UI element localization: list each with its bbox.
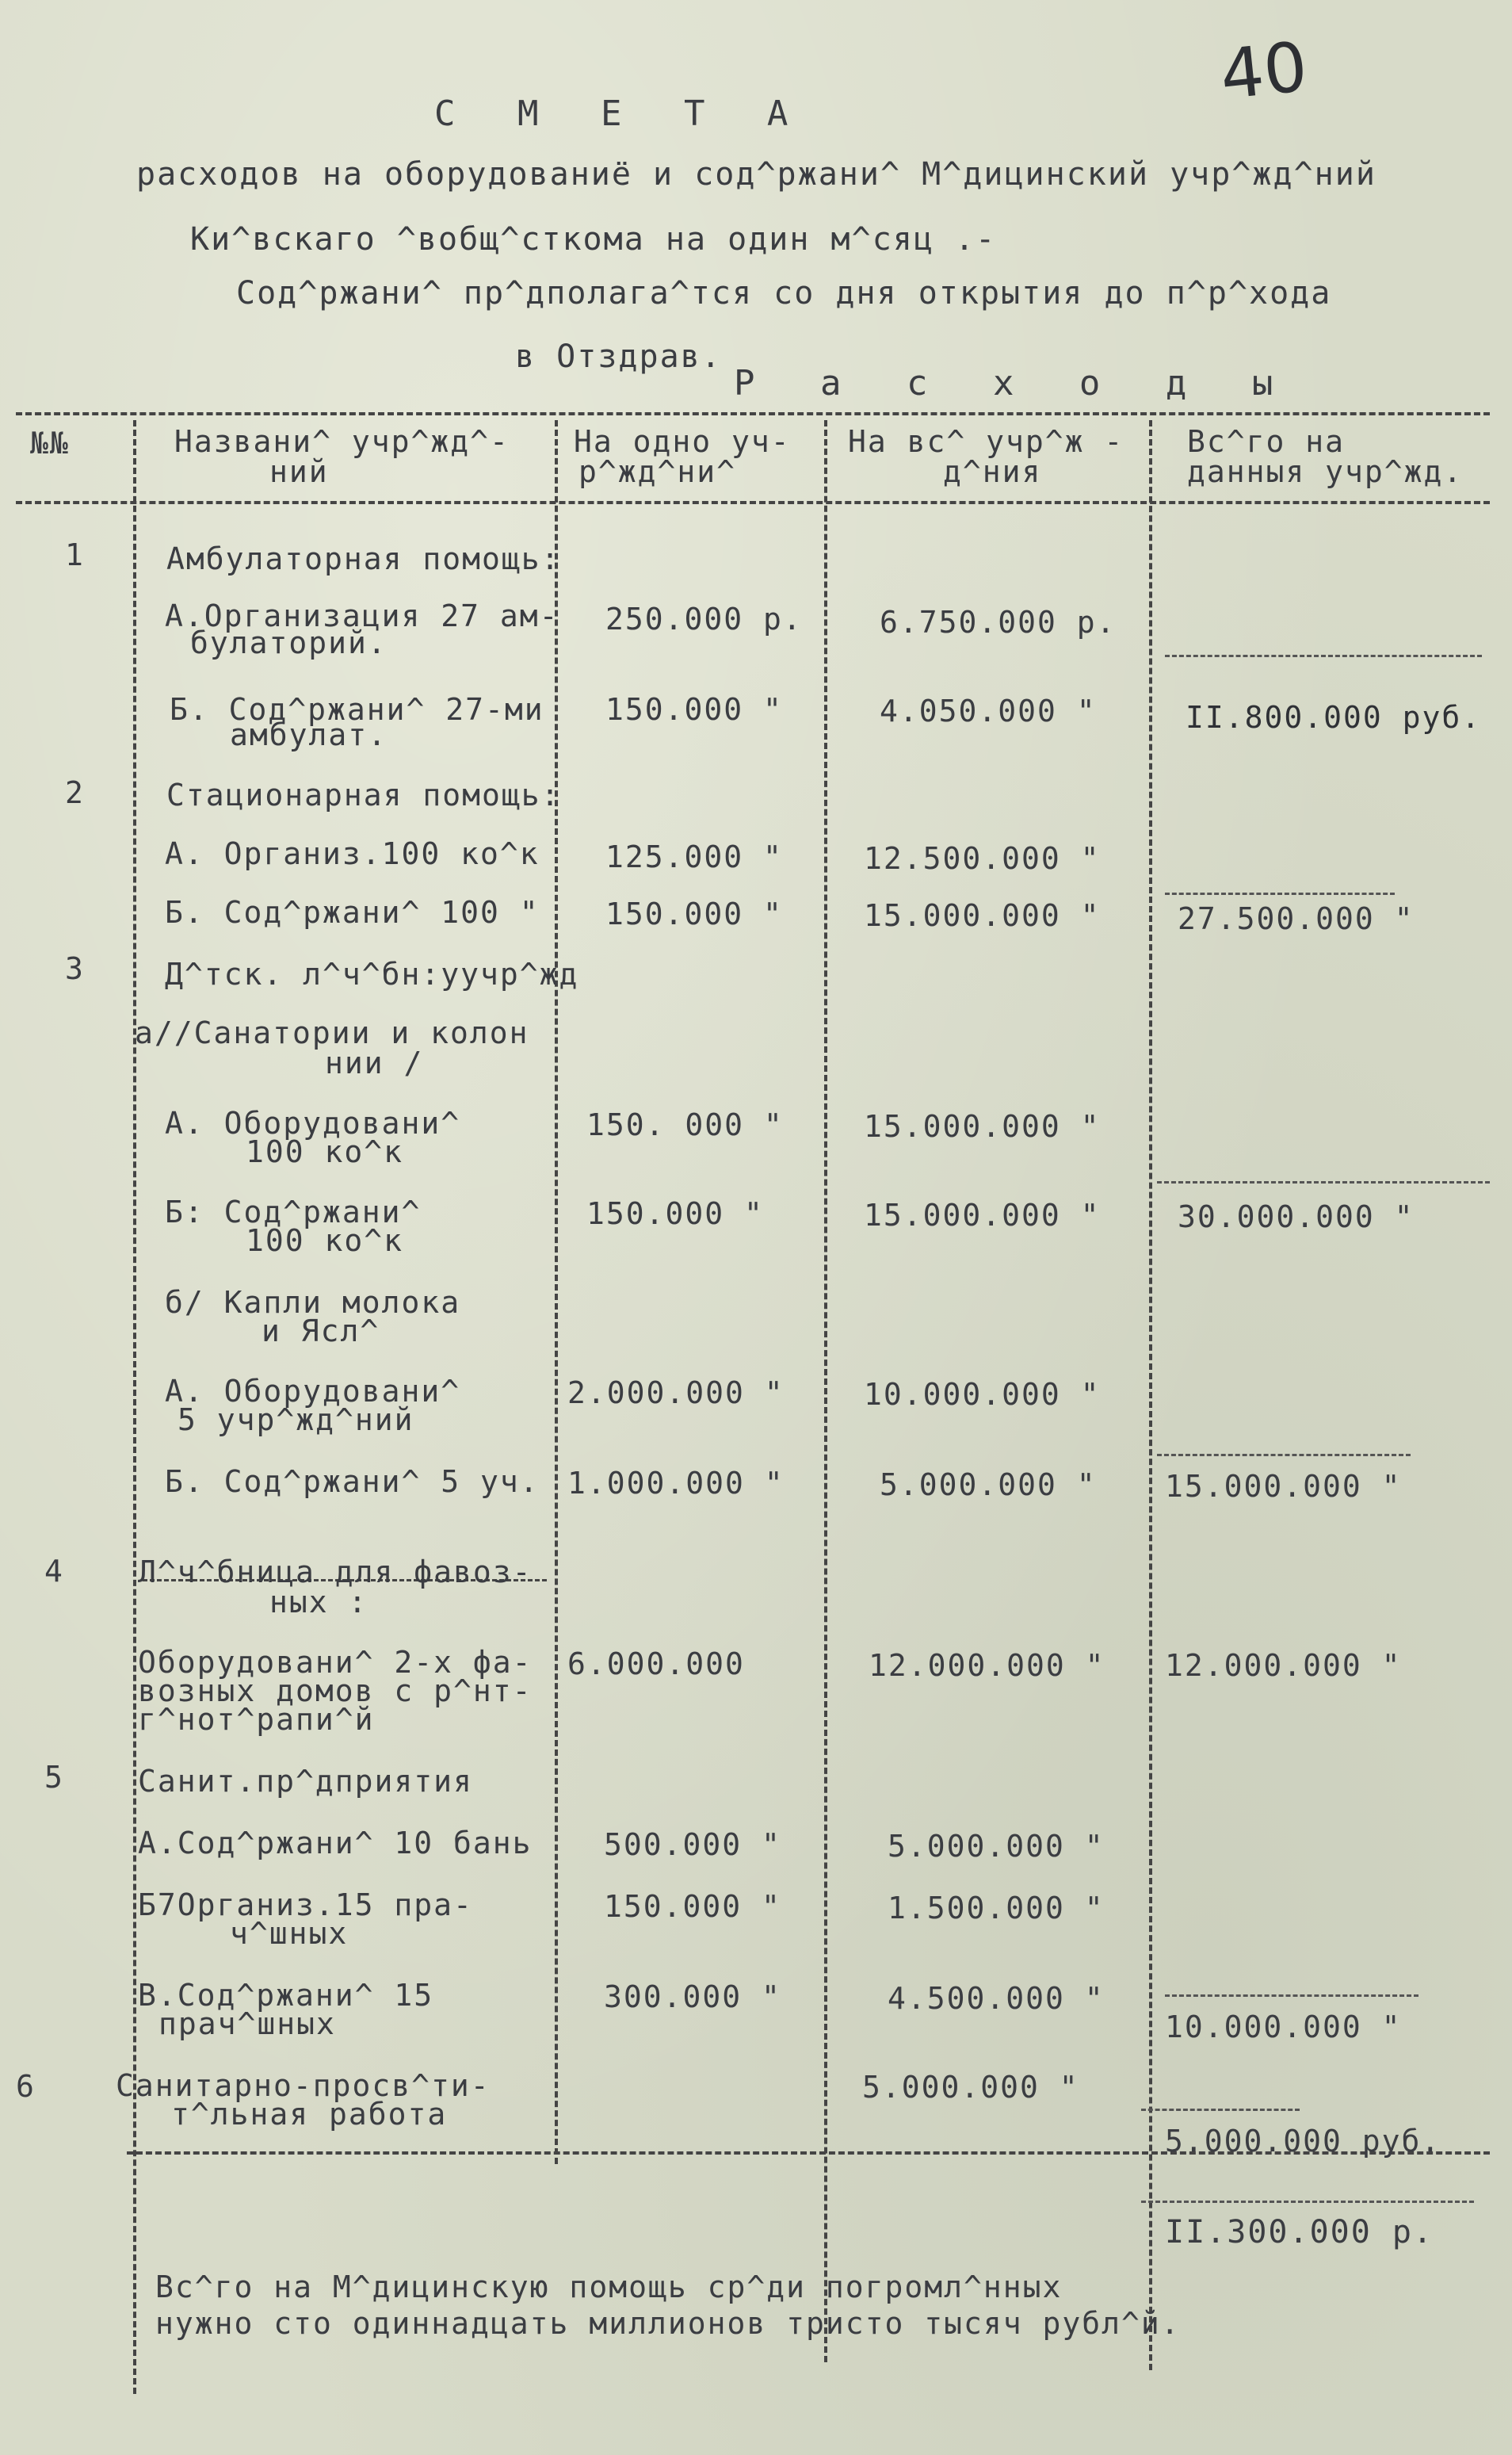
grand-total: II.300.000 р. — [1165, 2214, 1434, 2250]
row-all: 5.000.000 " — [880, 1467, 1097, 1502]
table-header-rule — [16, 501, 1490, 504]
row-name: возных домов с р^нт- — [138, 1673, 533, 1708]
row-name: Санитарно-просв^ти- — [116, 2068, 491, 2103]
row-all: 6.750.000 р. — [880, 605, 1117, 640]
row-per-one: 500.000 " — [604, 1827, 781, 1862]
row-per-one: 6.000.000 — [567, 1646, 745, 1681]
row-per-one: 150.000 " — [604, 1889, 781, 1924]
row-per-one: 150.000 " — [586, 1196, 764, 1231]
col-header-all-2: д^ния — [943, 454, 1042, 489]
column-rule-3 — [824, 420, 827, 2362]
row-name: 5 учр^жд^ний — [178, 1402, 414, 1437]
row-name: б/ Капли молока — [165, 1285, 461, 1320]
row-name: А. Оборудовани^ — [165, 1374, 461, 1409]
subtotal-rule-3 — [1157, 1181, 1490, 1184]
row-name: А. Организ.100 ко^к — [165, 836, 540, 871]
subtotal-rule-6 — [1141, 2109, 1300, 2111]
row-all: 5.000.000 " — [862, 2070, 1079, 2105]
row-per-one: 300.000 " — [604, 1979, 781, 2014]
row-name: т^льная работа — [171, 2097, 448, 2132]
header-line-1: расходов на оборудованиё и сод^ржани^ М^дицинский учр^жд^ний — [136, 156, 1376, 193]
row-number: 6 — [16, 2069, 34, 2104]
row-all: 5.000.000 " — [888, 1829, 1105, 1864]
row-per-one: 1.000.000 " — [567, 1466, 785, 1501]
row-name: А.Сод^ржани^ 10 бань — [138, 1826, 533, 1860]
col-header-per-one-2: р^жд^ни^ — [578, 454, 737, 489]
row-total: 27.500.000 " — [1178, 901, 1415, 936]
row-name: Б. Сод^ржани^ 5 уч. — [165, 1464, 540, 1499]
row-name: Б. Сод^ржани^ 27-ми — [170, 692, 544, 727]
row-name: ных : — [269, 1585, 368, 1619]
row-name: Б7Организ.15 пра- — [138, 1887, 473, 1922]
col-header-total-1: Вс^го на — [1187, 424, 1346, 459]
row-name: Стационарная помощь: — [166, 778, 561, 813]
row-name: нии / — [325, 1046, 424, 1080]
col-header-total-2: данныя учр^жд. — [1187, 454, 1464, 489]
column-rule-2 — [555, 420, 558, 2164]
row-name: А.Организация 27 ам- — [165, 598, 559, 633]
footer-line-1: Вс^го на М^дицинскую помощь ср^ди погромл^нных — [155, 2270, 1063, 2304]
row-name: Д^тск. л^ч^бн:уучр^жд — [165, 957, 579, 992]
row-number: 4 — [44, 1554, 63, 1589]
row-name: 100 ко^к — [246, 1134, 404, 1169]
row-name: Б. Сод^ржани^ 100 " — [165, 895, 540, 930]
subtotal-rule-2 — [1165, 893, 1395, 895]
row-per-one: 2.000.000 " — [567, 1375, 785, 1410]
row-per-one: 250.000 р. — [605, 602, 803, 637]
row-name: 100 ко^к — [246, 1223, 404, 1258]
header-line-2: Ки^вскаго ^вобщ^сткома на один м^сяц .- — [190, 221, 997, 258]
row-name: А. Оборудовани^ — [165, 1106, 461, 1141]
row-total: II.800.000 руб. — [1186, 700, 1482, 735]
header-line-4: в Отздрав. — [515, 338, 722, 375]
row-name: Оборудовани^ 2-х фа- — [138, 1645, 533, 1680]
footer-line-2: нужно сто одиннадцать миллионов тристо тысяч рубл^й. — [155, 2306, 1181, 2341]
col-header-name-2: ний — [269, 454, 329, 489]
col-header-name-1: Названи^ учр^жд^- — [174, 424, 510, 459]
row-name: Амбулаторная помощь: — [166, 541, 561, 576]
row-all: 12.500.000 " — [864, 841, 1101, 876]
subtotal-rule-1 — [1165, 655, 1482, 657]
col-header-all-1: На вс^ учр^ж - — [848, 424, 1124, 459]
row-total: 12.000.000 " — [1165, 1648, 1402, 1683]
row-name: Л^ч^бница для фавоз- — [138, 1554, 533, 1589]
row-all: 1.500.000 " — [888, 1891, 1105, 1925]
row-all: 15.000.000 " — [864, 1198, 1101, 1233]
subtotal-rule-4 — [1157, 1454, 1411, 1456]
row-per-one: 125.000 " — [605, 839, 783, 874]
row-name: прач^шных — [158, 2006, 336, 2041]
row-name: ч^шных — [230, 1916, 349, 1951]
row-per-one: 150.000 " — [605, 897, 783, 931]
row-total: 5.000.000 руб. — [1165, 2124, 1441, 2159]
row-all: 4.500.000 " — [888, 1981, 1105, 2016]
table-top-rule — [16, 412, 1490, 415]
document-title: С М Е Т А — [434, 94, 809, 134]
expenses-heading: Р а с х о д ы — [734, 363, 1296, 403]
row-name: Б: Сод^ржани^ — [165, 1195, 422, 1229]
grand-total-rule — [1141, 2201, 1474, 2203]
row-name: булаторий. — [190, 625, 388, 660]
row-all: 15.000.000 " — [864, 1109, 1101, 1144]
page-number: 40 — [1216, 27, 1312, 116]
row-number: 5 — [44, 1760, 63, 1795]
row-total: 10.000.000 " — [1165, 2010, 1402, 2044]
col-header-per-one-1: На одно уч- — [574, 424, 791, 459]
row-name: амбулат. — [230, 717, 388, 752]
row-number: 3 — [65, 951, 83, 986]
row-number: 2 — [65, 775, 83, 810]
subtotal-rule-5 — [1165, 1994, 1418, 1997]
row-name: Санит.пр^дприятия — [138, 1764, 473, 1799]
row-name: а//Санатории и колон — [135, 1015, 529, 1050]
row-all: 12.000.000 " — [869, 1648, 1105, 1683]
col-header-num: №№ — [30, 426, 70, 461]
row-all: 10.000.000 " — [864, 1377, 1101, 1412]
row-name: г^нот^рапи^й — [138, 1702, 375, 1737]
row-total: 30.000.000 " — [1178, 1199, 1415, 1234]
row-total: 15.000.000 " — [1165, 1469, 1402, 1504]
row-per-one: 150.000 " — [605, 692, 783, 727]
row-number: 1 — [65, 537, 83, 572]
row-all: 4.050.000 " — [880, 694, 1097, 728]
row-all: 15.000.000 " — [864, 898, 1101, 933]
row-name: В.Сод^ржани^ 15 — [138, 1978, 434, 2013]
header-line-3: Сод^ржани^ пр^дполага^тся со дня открытия до п^р^хода — [236, 275, 1332, 312]
row-per-one: 150. 000 " — [586, 1107, 784, 1142]
row-name: и Ясл^ — [262, 1314, 380, 1348]
column-rule-4 — [1149, 420, 1152, 2370]
